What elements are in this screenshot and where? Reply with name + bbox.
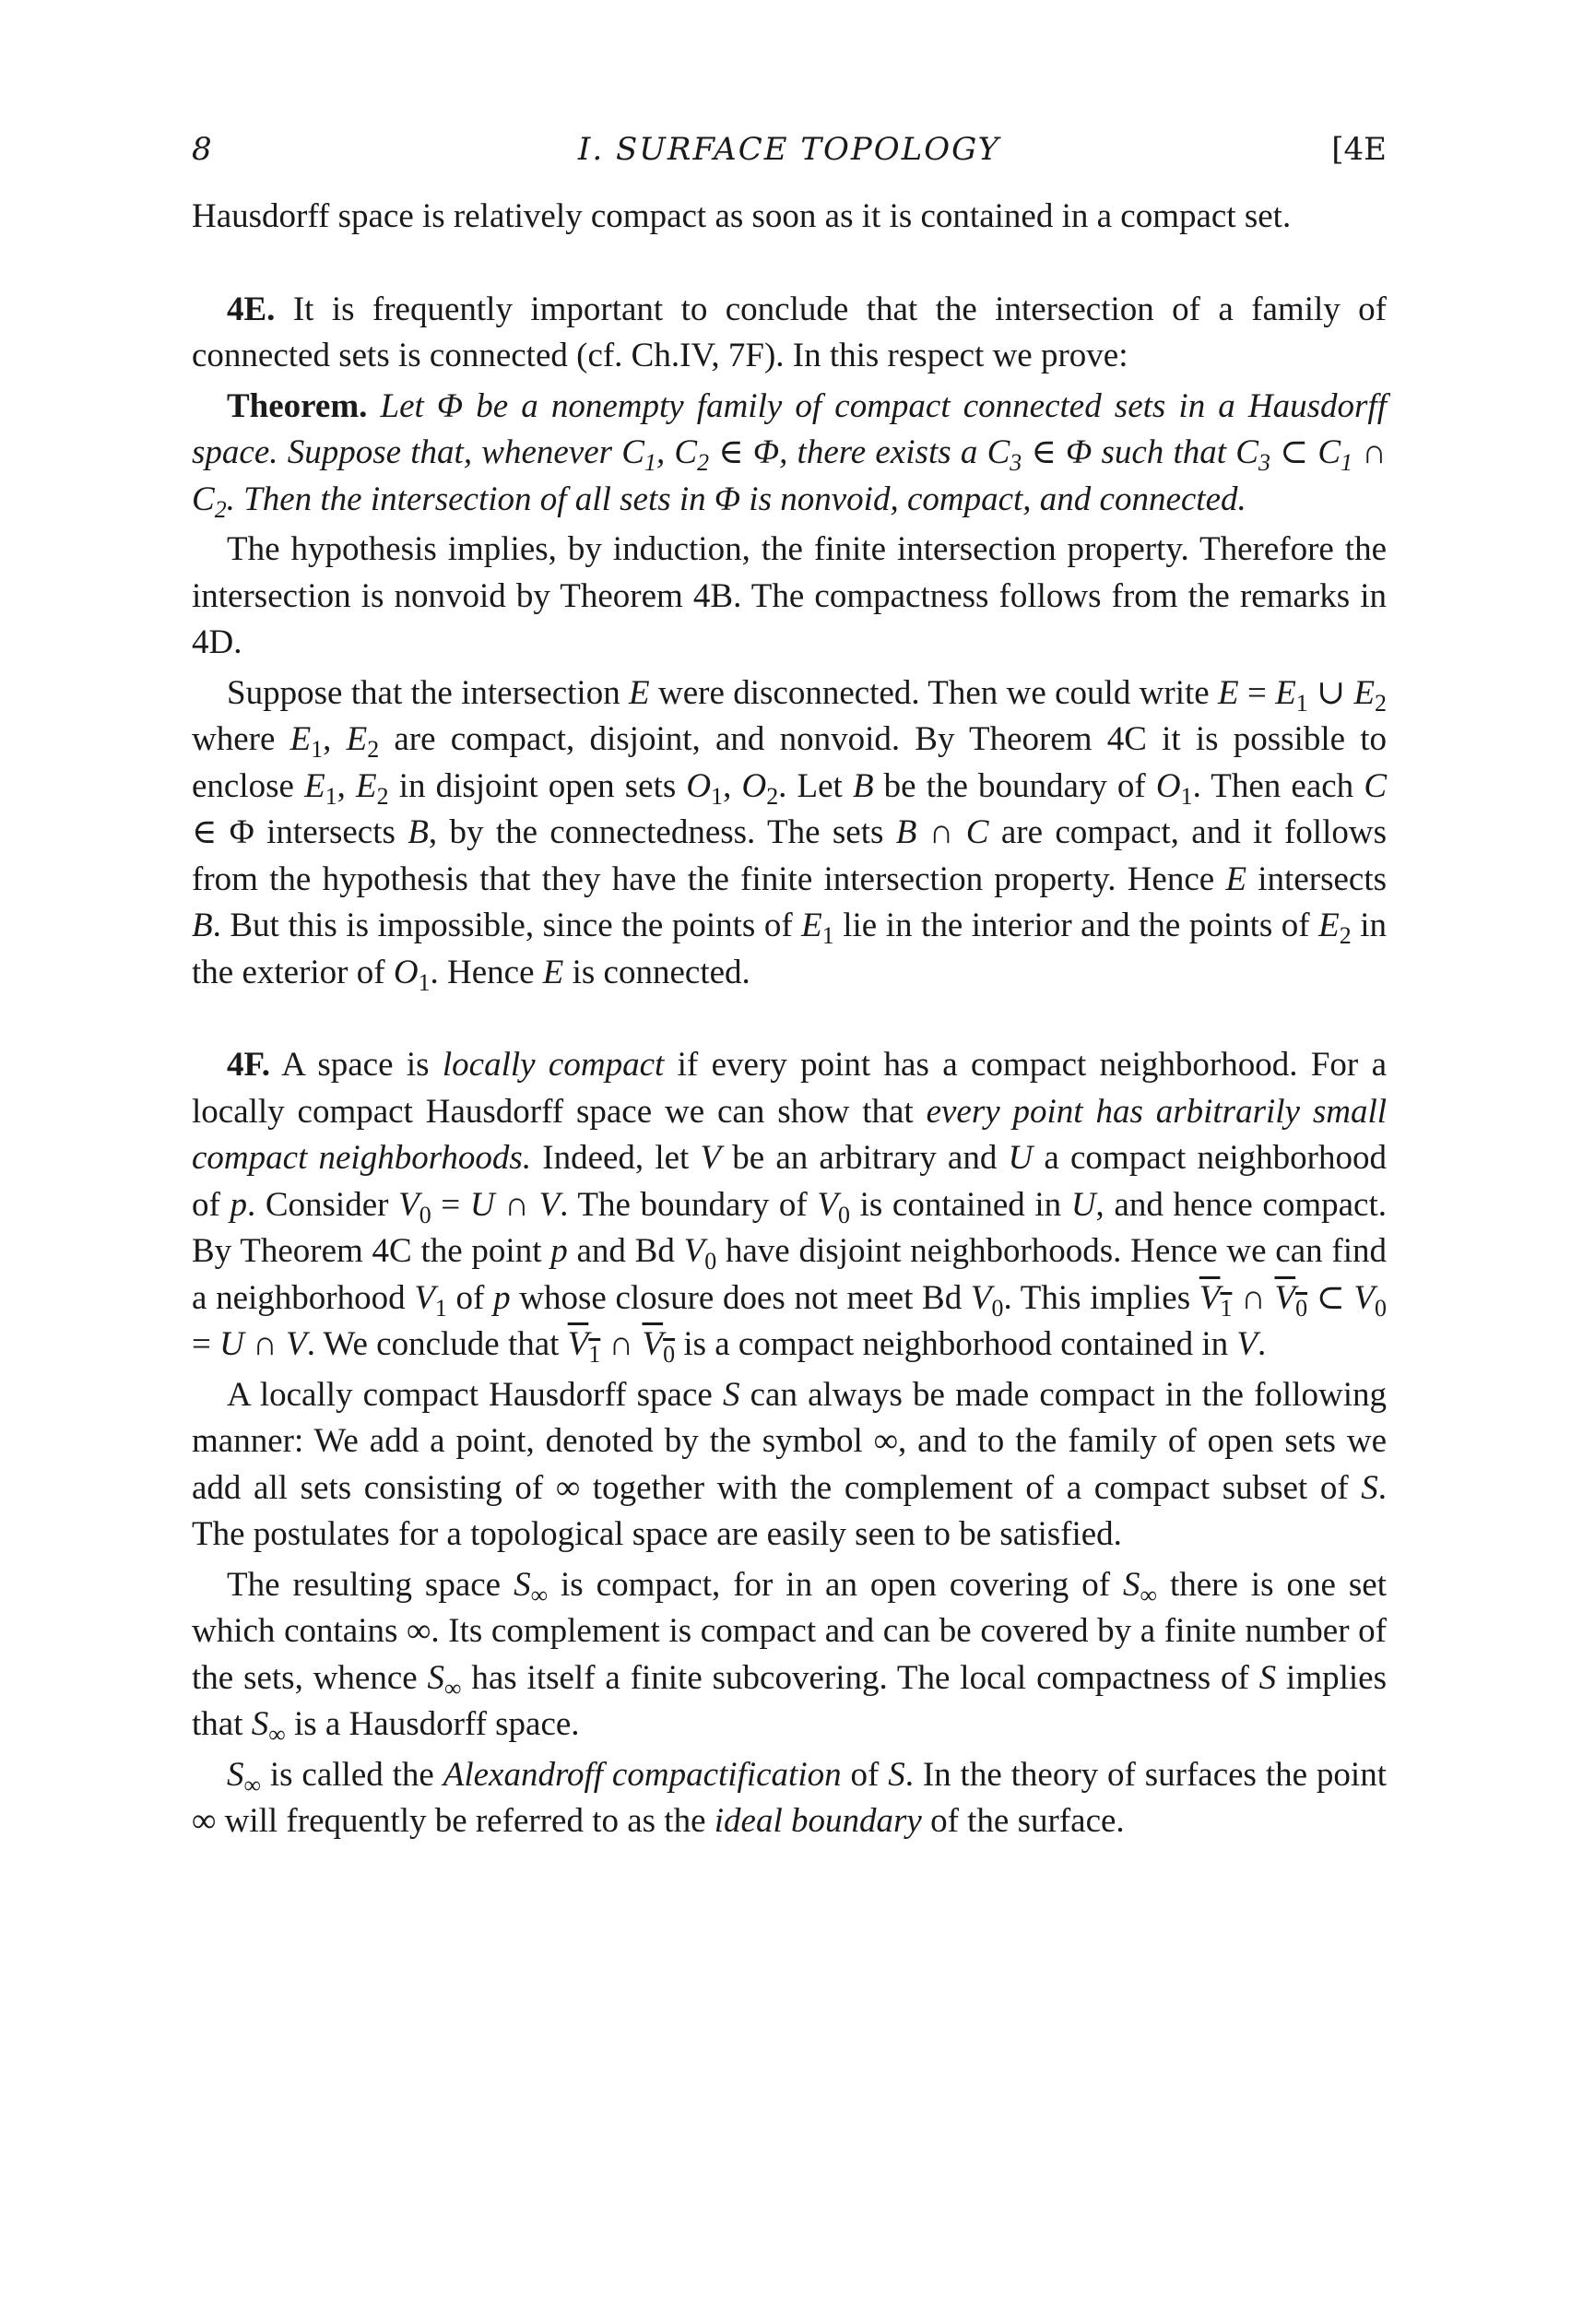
- section-marker: [4E: [1331, 131, 1387, 168]
- paragraph-alexandroff: $S_\infty$ is called the Alexandroff compactification of S. In the theory of surfaces the point ∞ will frequently be referred to as the ideal boundary of the surface.: [192, 1755, 1387, 1840]
- chapter-title: I. SURFACE TOPOLOGY: [577, 131, 1001, 168]
- paragraph-continuation: Hausdorff space is relatively compact as soon as it is contained in a compact set.: [192, 197, 1292, 235]
- theorem-statement: Theorem. Let Φ be a nonempty family of compact connected sets in a Hausdorff space. Suppose that, whenever $C_1$, $C_2$ ∈ Φ, there exists a $C_3$ ∈ Φ such that $C_3$ ⊂ $C_1$ ∩ $C_2$. Then the intersection of all sets in Φ is nonvoid, compact, and connected.: [192, 386, 1387, 523]
- paragraph-resulting-space: The resulting space $S_\infty$ is compact, for in an open covering of $S_\infty$ there is one set which contains ∞. Its complement is compact and can be covered by a finite number of the sets, whence $S_\infty$ has itself a finite subcovering. The local compactness of S implies that $S_\infty$ is a Hausdorff space.: [192, 1565, 1388, 1748]
- page-number: 8: [192, 131, 212, 168]
- proof-paragraph-2: Suppose that the intersection E were disconnected. Then we could write $E = E_1$ ∪ $E_2$ where $E_1$, $E_2$ are compact, disjoint, and nonvoid. By Theorem 4C it is possible to enclose $E_1$, $E_2$ in disjoint open sets $O_1$, $O_2$. Let B be the boundary of $O_1$. Then each C ∈ Φ intersects B, by the connectedness. The sets B ∩ C are compact, and it follows from the hypothesis that they have the finite intersection property. Hence E intersects B. But this is impossible, since the points of $E_1$ lie in the interior and the points of $E_2$ in the exterior of $O_1$. Hence E is connected.: [192, 673, 1388, 996]
- proof-paragraph-1: The hypothesis implies, by induction, the finite intersection property. Therefore the intersection is nonvoid by Theorem 4B. The compactness follows from the remarks in 4D.: [192, 530, 1387, 661]
- paragraph-4e-intro: 4E. It is frequently important to conclude that the intersection of a family of connected sets is connected (cf. Ch.IV, 7F). In this respect we prove:: [192, 290, 1387, 374]
- paragraph-compactification: A locally compact Hausdorff space S can always be made compact in the following manner: We add a point, denoted by the symbol ∞, and to the family of open sets we add all sets consisting of ∞ together with the complement of a compact subset of S. The postulates for a topological space are easily seen to be satisfied.: [192, 1375, 1387, 1553]
- paragraph-4f-intro: 4F. A space is locally compact if every point has a compact neighborhood. For a locally compact Hausdorff space we can show that every point has arbitrarily small compact neighborhoods. Indeed, let V be an arbitrary and U a compact neighborhood of p. Consider $V_0 = U$ ∩ V. The boundary of $V_0$ is contained in U, and hence compact. By Theorem 4C the point p and Bd $V_0$ have disjoint neighborhoods. Hence we can find a neighborhood $V_1$ of p whose closure does not meet Bd $V_0$. This implies $V_1$ ∩ $V_0$ ⊂ $V_0 = U$ ∩ V. We conclude that $V_1$ ∩ $V_0$ is a compact neighborhood contained in V.: [192, 1046, 1388, 1368]
- running-header: [192, 131, 1387, 177]
- page-body: [192, 194, 1387, 1845]
